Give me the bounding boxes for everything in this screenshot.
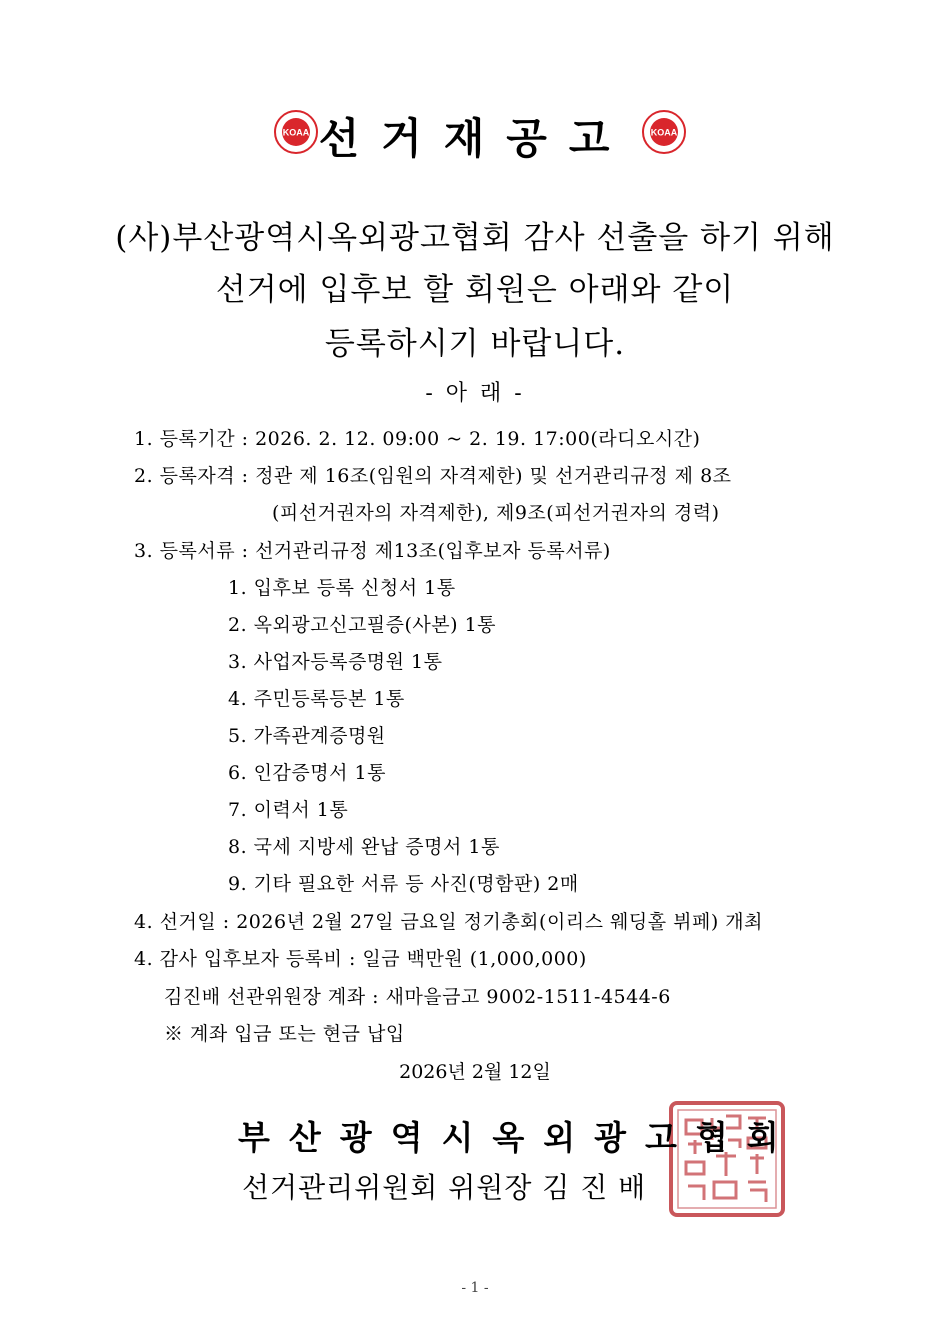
- item-registration-fee: 4. 감사 입후보자 등록비 : 일금 백만원 (1,000,000): [134, 948, 587, 970]
- item-payment-note: ※ 계좌 입금 또는 현금 납입: [164, 1023, 405, 1045]
- item-registration-period: 1. 등록기간 : 2026. 2. 12. 09:00 ~ 2. 19. 17:00(라디오시간): [134, 428, 701, 450]
- document-item: 8. 국세 지방세 완납 증명서 1통: [228, 836, 500, 858]
- item-registration-documents: 3. 등록서류 : 선거관리규정 제13조(입후보자 등록서류): [134, 540, 611, 562]
- item-bank-account: 김진배 선관위원장 계좌 : 새마을금고 9002-1511-4544-6: [164, 986, 671, 1008]
- document-item: 3. 사업자등록증명원 1통: [228, 651, 443, 673]
- intro-line-2: 선거에 입후보 할 회원은 아래와 같이: [215, 272, 735, 308]
- document-item: 6. 인감증명서 1통: [228, 762, 386, 784]
- koaa-logo-right-icon: [642, 110, 686, 154]
- svg-text:KOAA: KOAA: [650, 127, 678, 138]
- svg-text:KOAA: KOAA: [282, 127, 310, 138]
- document-item: 9. 기타 필요한 서류 등 사진(명함판) 2매: [228, 873, 579, 895]
- document-item: 4. 주민등록등본 1통: [228, 688, 405, 710]
- committee-chairman: 선거관리위원회 위원장 김 진 배: [242, 1171, 647, 1204]
- item-qualification-continued: (피선거권자의 자격제한), 제9조(피선거권자의 경력): [272, 502, 720, 524]
- document-date: 2026년 2월 12일: [399, 1061, 551, 1083]
- intro-line-3: 등록하시기 바랍니다.: [324, 326, 626, 362]
- intro-line-1: (사)부산광역시옥외광고협회 감사 선출을 하기 위해: [115, 220, 835, 256]
- item-election-date: 4. 선거일 : 2026년 2월 27일 금요일 정기총회(이리스 웨딩홀 뷔페) 개최: [134, 911, 764, 933]
- association-name: 부산광역시옥외광고협회: [238, 1118, 798, 1157]
- section-heading: - 아 래 -: [425, 381, 525, 406]
- document-item: 2. 옥외광고신고필증(사본) 1통: [228, 614, 497, 636]
- document-item: 1. 입후보 등록 신청서 1통: [228, 577, 456, 599]
- document-item: 7. 이력서 1통: [228, 799, 349, 821]
- item-registration-qualification: 2. 등록자격 : 정관 제 16조(임원의 자격제한) 및 선거관리규정 제 8조: [134, 465, 732, 487]
- document-item: 5. 가족관계증명원: [228, 725, 386, 747]
- page-title: 선거재공고: [318, 114, 632, 163]
- page-number: - 1 -: [461, 1280, 489, 1296]
